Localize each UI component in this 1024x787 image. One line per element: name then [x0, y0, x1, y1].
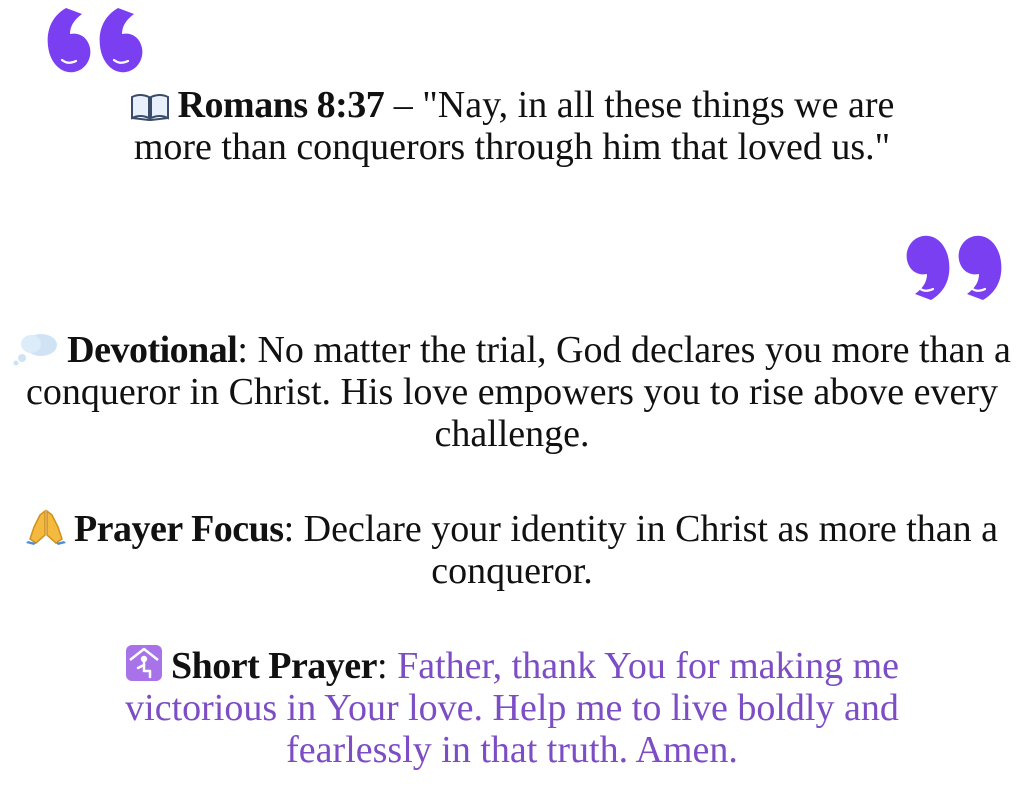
verse-text: "Nay, in all these things we are more than conquerors through him that loved us." [133, 84, 895, 168]
verse-reference: Romans 8:37 [177, 84, 385, 126]
devotional-colon: : [237, 329, 258, 371]
verse-block [0, 84, 1024, 168]
short-prayer-colon: : [377, 645, 398, 687]
short-prayer-label: Short Prayer [170, 645, 378, 687]
open-book-icon [130, 91, 170, 121]
person-kneeling-prayer-icon [125, 644, 163, 682]
devotional-label: Devotional [67, 329, 238, 371]
short-prayer-block [0, 644, 1024, 771]
praying-hands-icon [26, 507, 66, 545]
prayer-focus-colon: : [283, 508, 304, 550]
opening-quote-mark-icon [44, 0, 148, 78]
short-prayer-text: Father, thank You for making me victorious in Your love. Help me to live boldly and fearlessly in that truth. Amen. [125, 645, 900, 771]
prayer-focus-label: Prayer Focus [73, 508, 284, 550]
devotional-text: No matter the trial, God declares you more than a conqueror in Christ. His love empowers you to rise above every challenge. [26, 329, 1011, 455]
closing-quote-mark-icon [903, 226, 1003, 306]
thought-bubble-icon [13, 332, 59, 366]
verse-separator: – [384, 84, 423, 126]
prayer-focus-text: Declare your identity in Christ as more than a conqueror. [303, 508, 999, 592]
devotional-block [0, 329, 1024, 455]
prayer-focus-block [0, 507, 1024, 592]
